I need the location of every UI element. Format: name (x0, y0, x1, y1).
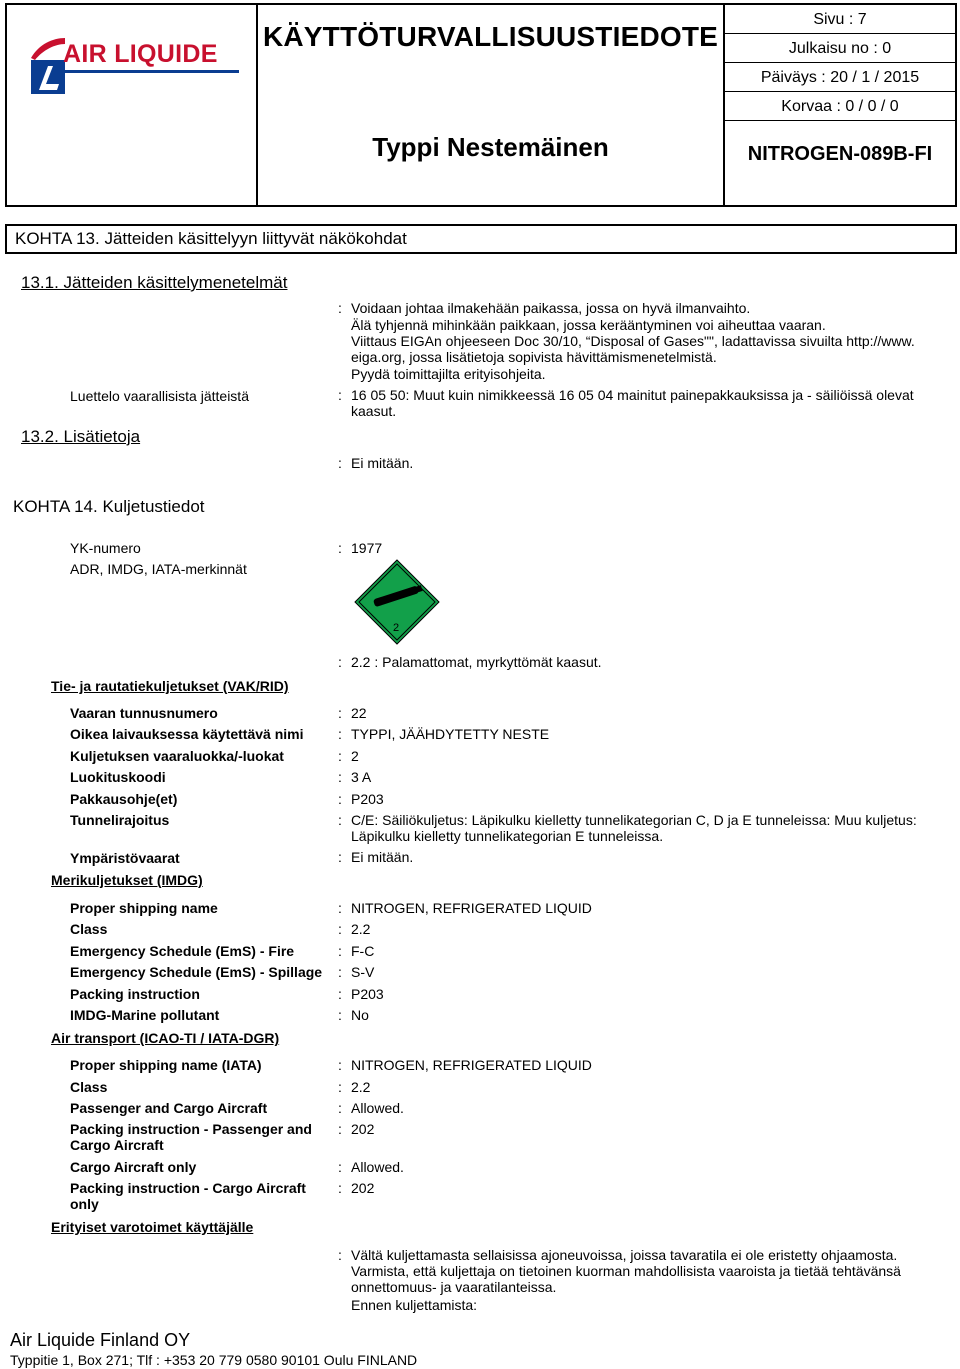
marine-pollutant-value: No (351, 1007, 369, 1023)
classification-code-label: Luokituskoodi (70, 769, 166, 785)
cargo-only-value: Allowed. (351, 1159, 404, 1175)
waste-list-value: 16 05 50: Muut kuin nimikkeessä 16 05 04 mainitut painepakkauksissa ja - säiliöissä olevat kaasut. (351, 387, 914, 419)
colon: : (338, 812, 342, 828)
colon: : (338, 1057, 342, 1073)
colon: : (338, 654, 342, 670)
disposal-text-line: Viittaus EIGAn ohjeeseen Doc 30/10, “Disposal of Gases"", ladattavissa sivuilta http://www. (351, 333, 915, 349)
transport-marks-label: ADR, IMDG, IATA-merkinnät (70, 561, 247, 577)
disposal-text-line: Pyydä toimittajilta erityisohjeita. (351, 366, 546, 382)
colon: : (338, 1100, 342, 1116)
imdg-packing-instruction-label: Packing instruction (70, 986, 200, 1002)
logo-underline (63, 70, 239, 73)
waste-list-label: Luettelo vaarallisista jätteistä (70, 388, 249, 404)
ems-spillage-label: Emergency Schedule (EmS) - Spillage (70, 964, 323, 980)
hazard-id-label: Vaaran tunnusnumero (70, 705, 218, 721)
iata-shipping-name-value: NITROGEN, REFRIGERATED LIQUID (351, 1057, 592, 1073)
ems-spillage-value: S-V (351, 964, 375, 980)
air-liquide-logo-icon (29, 32, 65, 96)
hazard-id-value: 22 (351, 705, 367, 721)
iata-class-label: Class (70, 1079, 108, 1095)
iata-shipping-name-label: Proper shipping name (IATA) (70, 1057, 262, 1073)
colon: : (338, 943, 342, 959)
packing-instruction-label: Pakkausohje(et) (70, 791, 178, 807)
sea-transport-heading: Merikuljetukset (IMDG) (51, 872, 203, 888)
un-number-label: YK-numero (70, 540, 141, 556)
colon: : (338, 769, 342, 785)
page-number: Sivu : 7 (725, 5, 955, 34)
logo-cell (7, 5, 258, 205)
logo-wordmark: AIR LIQUIDE (63, 40, 218, 68)
passenger-cargo-value: Allowed. (351, 1100, 404, 1116)
colon: : (338, 387, 342, 403)
product-type: Typpi Nestemäinen (372, 132, 609, 162)
colon: : (338, 1079, 342, 1095)
un-number-value: 1977 (351, 540, 383, 556)
colon: : (338, 791, 342, 807)
subsection-13-1-heading: 13.1. Jätteiden käsittelymenetelmät (21, 273, 288, 292)
special-precautions-line: Ennen kuljettamista: (351, 1297, 478, 1313)
footer-address: Typpitie 1, Box 271; Tlf : +353 20 779 0580 90101 Oulu FINLAND (10, 1352, 418, 1368)
subsection-13-2-heading: 13.2. Lisätietoja (21, 427, 141, 446)
footer-company-name: Air Liquide Finland OY (10, 1330, 191, 1350)
special-precautions-line: Varmista, että kuljettaja on tietoinen kuorman mahdollisista vaaroista ja tietää tehtävänsä onnettomuus- ja vaaratilanteissa. (351, 1263, 901, 1295)
disposal-text-line: eiga.org, jossa lisätietoja sopivista hävittämismenetelmistä. (351, 349, 717, 365)
edition-number: Julkaisu no : 0 (725, 34, 955, 63)
tunnel-restriction-label: Tunnelirajoitus (70, 812, 170, 828)
shipping-name-value: TYPPI, JÄÄHDYTETTY NESTE (351, 726, 550, 742)
title-cell (258, 5, 725, 205)
packing-passenger-cargo-label: Packing instruction - Passenger and Cargo Aircraft (70, 1121, 312, 1153)
disposal-text-line: Voidaan johtaa ilmakehään paikassa, jossa on hyvä ilmanvaihto. (351, 300, 751, 316)
colon: : (338, 705, 342, 721)
section-13-heading: KOHTA 13. Jätteiden käsittelyyn liittyvät näkökohdat (5, 224, 957, 254)
special-precautions-line: Vältä kuljettamasta sellaisissa ajoneuvoissa, joissa tavaratila ei ole eristetty ohjaamosta. (351, 1247, 898, 1263)
revision-date: Päiväys : 20 / 1 / 2015 (725, 63, 955, 92)
colon: : (338, 1121, 342, 1137)
hazard-class-label: Kuljetuksen vaaraluokka/-luokat (70, 748, 284, 764)
colon: : (338, 748, 342, 764)
imdg-packing-instruction-value: P203 (351, 986, 384, 1002)
imdg-class-value: 2.2 (351, 921, 371, 937)
colon: : (338, 1159, 342, 1175)
colon: : (338, 921, 342, 937)
ems-fire-value: F-C (351, 943, 375, 959)
packing-passenger-cargo-value: 202 (351, 1121, 375, 1137)
colon: : (338, 849, 342, 865)
document-header (5, 3, 957, 207)
passenger-cargo-label: Passenger and Cargo Aircraft (70, 1100, 268, 1116)
colon: : (338, 1007, 342, 1023)
replaces-date: Korvaa : 0 / 0 / 0 (725, 92, 955, 121)
packing-instruction-value: P203 (351, 791, 384, 807)
classification-code-value: 3 A (351, 769, 372, 785)
document-code: NITROGEN-089B-FI (747, 143, 933, 165)
company-logo (29, 32, 249, 96)
colon: : (338, 726, 342, 742)
imdg-class-label: Class (70, 921, 108, 937)
hazard-label-diamond (353, 558, 441, 646)
document-title: KÄYTTÖTURVALLISUUSTIEDOTE (262, 21, 719, 52)
document-info-cell (725, 5, 955, 205)
packing-cargo-only-value: 202 (351, 1180, 375, 1196)
section-14-heading: KOHTA 14. Kuljetustiedot (13, 497, 205, 516)
environmental-hazards-label: Ympäristövaarat (70, 850, 180, 866)
shipping-name-label: Oikea laivauksessa käytettävä nimi (70, 726, 304, 742)
hazard-class-value: 2 (351, 748, 359, 764)
packing-cargo-only-label: Packing instruction - Cargo Aircraft only (70, 1180, 306, 1212)
special-precautions-heading: Erityiset varotoimet käyttäjälle (51, 1219, 254, 1235)
air-transport-heading: Air transport (ICAO-TI / IATA-DGR) (51, 1030, 280, 1046)
disposal-text-line: Älä tyhjennä mihinkään paikkaan, jossa kerääntyminen voi aiheuttaa vaaran. (351, 317, 826, 333)
hazard-class-number: 2 (393, 622, 400, 634)
ems-fire-label: Emergency Schedule (EmS) - Fire (70, 943, 295, 959)
marine-pollutant-label: IMDG-Marine pollutant (70, 1007, 220, 1023)
colon: : (338, 964, 342, 980)
additional-info-value: Ei mitään. (351, 455, 414, 471)
imdg-shipping-name-label: Proper shipping name (70, 900, 218, 916)
colon: : (338, 1247, 342, 1263)
colon: : (338, 986, 342, 1002)
road-rail-heading: Tie- ja rautatiekuljetukset (VAK/RID) (51, 678, 289, 694)
environmental-hazards-value: Ei mitään. (351, 849, 414, 865)
tunnel-restriction-value: C/E: Säiliökuljetus: Läpikulku kielletty tunnelikategorian C, D ja E tunneleissa: Muu kuljetus: Läpikulku kielletty tunnelikategorian E tunneleissa. (351, 812, 917, 844)
cargo-only-label: Cargo Aircraft only (70, 1159, 197, 1175)
colon: : (338, 1180, 342, 1196)
colon: : (338, 300, 342, 316)
iata-class-value: 2.2 (351, 1079, 371, 1095)
colon: : (338, 540, 342, 556)
hazard-label-caption: 2.2 : Palamattomat, myrkyttömät kaasut. (351, 654, 602, 670)
colon: : (338, 455, 342, 471)
colon: : (338, 900, 342, 916)
imdg-shipping-name-value: NITROGEN, REFRIGERATED LIQUID (351, 900, 592, 916)
